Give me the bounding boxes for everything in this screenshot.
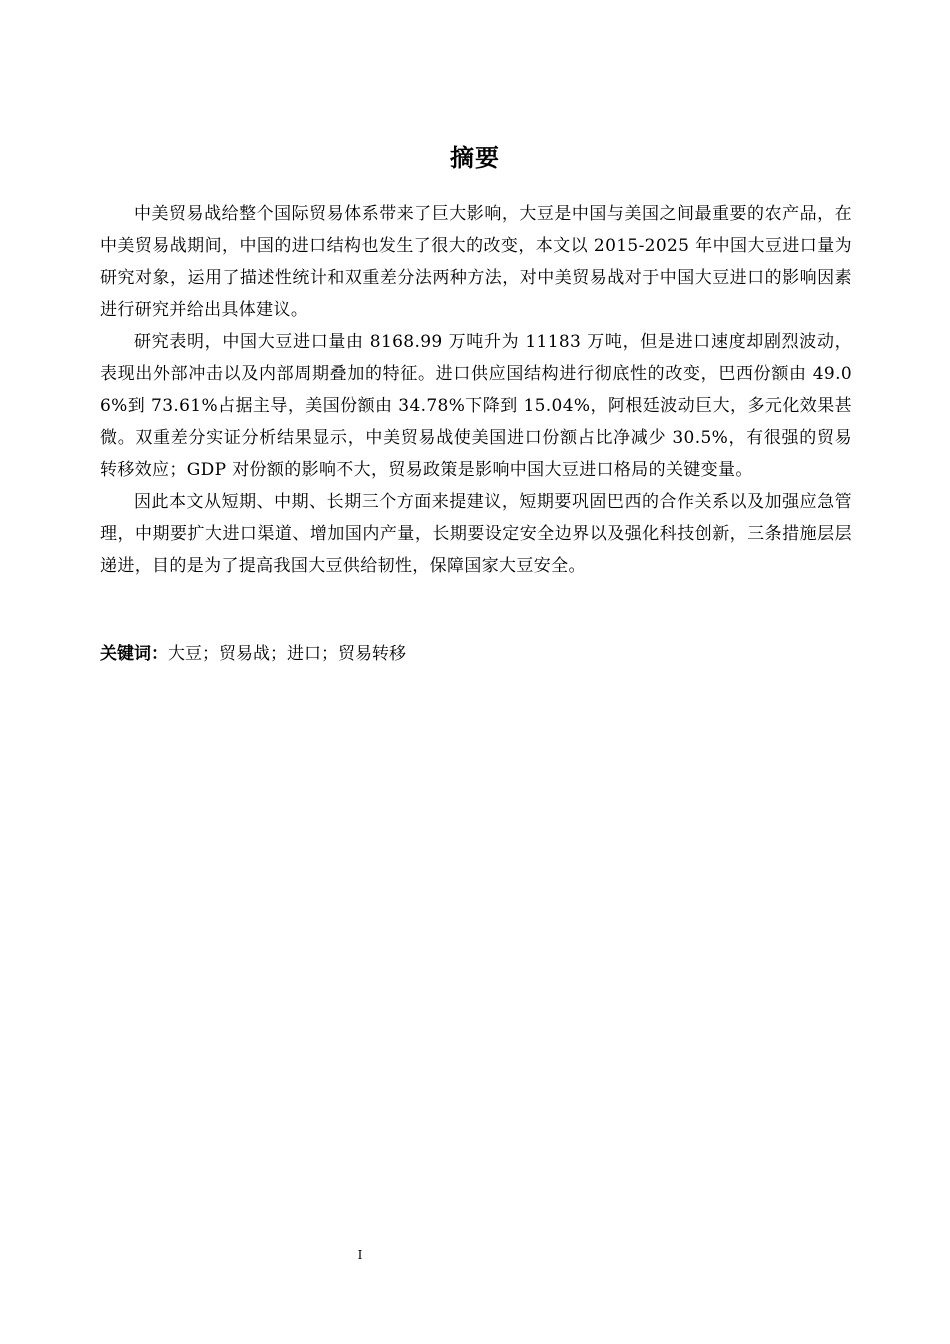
page-number: I — [357, 1248, 363, 1262]
keywords-label: 关键词： — [100, 644, 168, 664]
keywords-text: 大豆；贸易战；进口；贸易转移 — [168, 644, 406, 664]
abstract-title: 摘要 — [450, 144, 500, 172]
abstract-paragraph-3: 因此本文从短期、中期、长期三个方面来提建议，短期要巩固巴西的合作关系以及加强应急管理，中期要扩大进口渠道、增加国内产量，长期要设定安全边界以及强化科技创新，三条措施层层递进，目的是为了提高我国大豆供给韧性，保障国家大豆安全。 — [100, 492, 852, 576]
abstract-paragraph-2: 研究表明，中国大豆进口量由 8168.99 万吨升为 11183 万吨，但是进口速度却剧烈波动，表现出外部冲击以及内部周期叠加的特征。进口供应国结构进行彻底性的改变，巴西份额由 49.06%到 73.61%占据主导，美国份额由 34.78%下降到 15.04%，阿根廷波动巨大，多元化效果甚微。双重差分实证分析结果显示，中美贸易战使美国进口份额占比净减少 30.5%，有很强的贸易转移效应；GDP 对份额的影响不大，贸易政策是影响中国大豆进口格局的关键变量。 — [100, 332, 852, 480]
keywords-line — [100, 638, 852, 670]
abstract-paragraph-1: 中美贸易战给整个国际贸易体系带来了巨大影响，大豆是中国与美国之间最重要的农产品，在中美贸易战期间，中国的进口结构也发生了很大的改变，本文以 2015-2025 年中国大豆进口量为研究对象，运用了描述性统计和双重差分法两种方法，对中美贸易战对于中国大豆进口的影响因素进行研究并给出具体建议。 — [100, 204, 852, 320]
abstract-body — [100, 198, 852, 582]
